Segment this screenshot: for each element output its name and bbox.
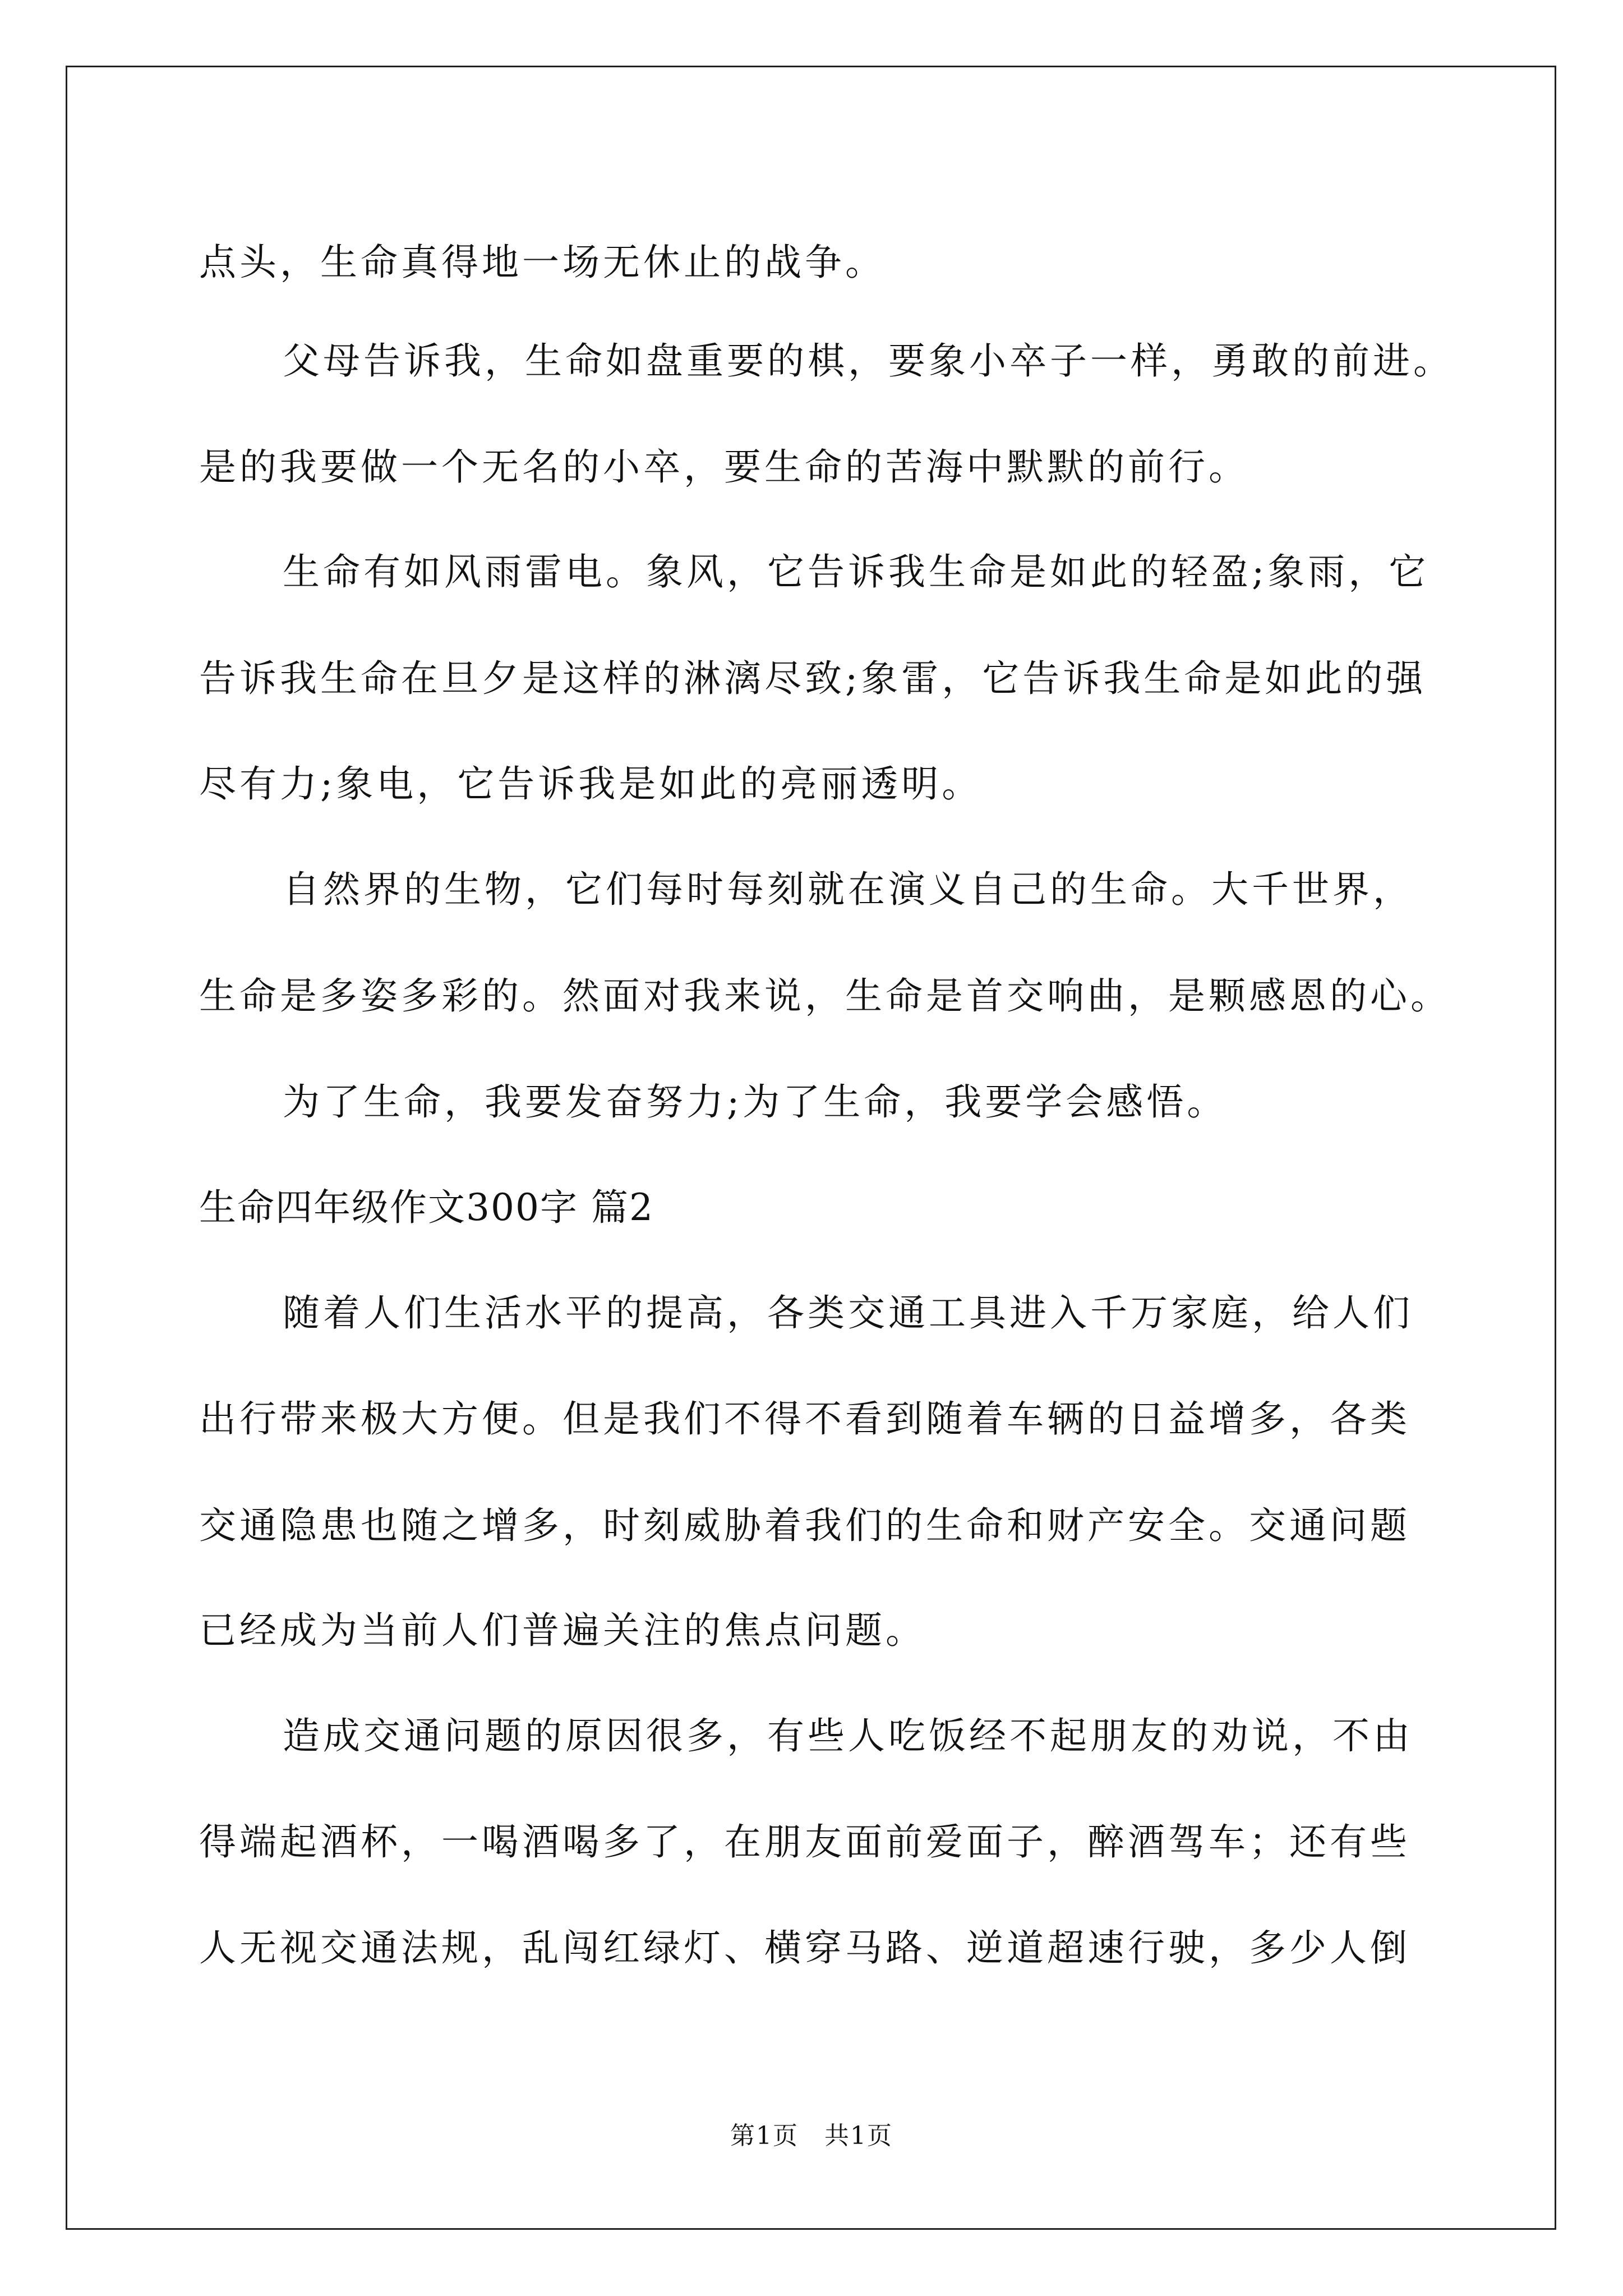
text-line: 随着人们生活水平的提高，各类交通工具进入千万家庭，给人们	[283, 1291, 1413, 1335]
text-line: 人无视交通法规，乱闯红绿灯、横穿马路、逆道超速行驶，多少人倒	[199, 1926, 1410, 1970]
text-line: 生命是多姿多彩的。然面对我来说，生命是首交响曲，是颗感恩的心。	[199, 974, 1451, 1018]
text-line: 父母告诉我，生命如盘重要的棋，要象小卒子一样，勇敢的前进。	[283, 339, 1454, 383]
page-footer: 第1页 共1页	[730, 2122, 893, 2150]
text-line: 自然界的生物，它们每时每刻就在演义自己的生命。大千世界，	[283, 868, 1413, 911]
page-frame	[66, 66, 1556, 2230]
text-line: 告诉我生命在旦夕是这样的淋漓尽致;象雷，它告诉我生命是如此的强	[199, 657, 1427, 700]
text-line: 出行带来极大方便。但是我们不得不看到随着车辆的日益增多，各类	[199, 1397, 1410, 1441]
text-line: 得端起酒杯，一喝酒喝多了，在朋友面前爱面子，醉酒驾车；还有些	[199, 1820, 1410, 1864]
text-line: 是的我要做一个无名的小卒，要生命的苦海中默默的前行。	[199, 445, 1249, 489]
text-line: 尽有力;象电，它告诉我是如此的亮丽透明。	[199, 762, 983, 806]
text-line: 生命有如风雨雷电。象风，它告诉我生命是如此的轻盈;象雨，它	[283, 550, 1430, 593]
text-line: 交通隐患也随之增多，时刻威胁着我们的生命和财产安全。交通问题	[199, 1504, 1410, 1547]
text-line: 为了生命，我要发奋努力;为了生命，我要学会感悟。	[283, 1080, 1228, 1124]
text-line: 已经成为当前人们普遍关注的焦点问题。	[199, 1609, 926, 1652]
text-line: 造成交通问题的原因很多，有些人吃饭经不起朋友的劝说，不由	[283, 1714, 1413, 1757]
text-line: 点头，生命真得地一场无休止的战争。	[199, 241, 886, 284]
section-heading: 生命四年级作文300字 篇2	[199, 1186, 654, 1229]
